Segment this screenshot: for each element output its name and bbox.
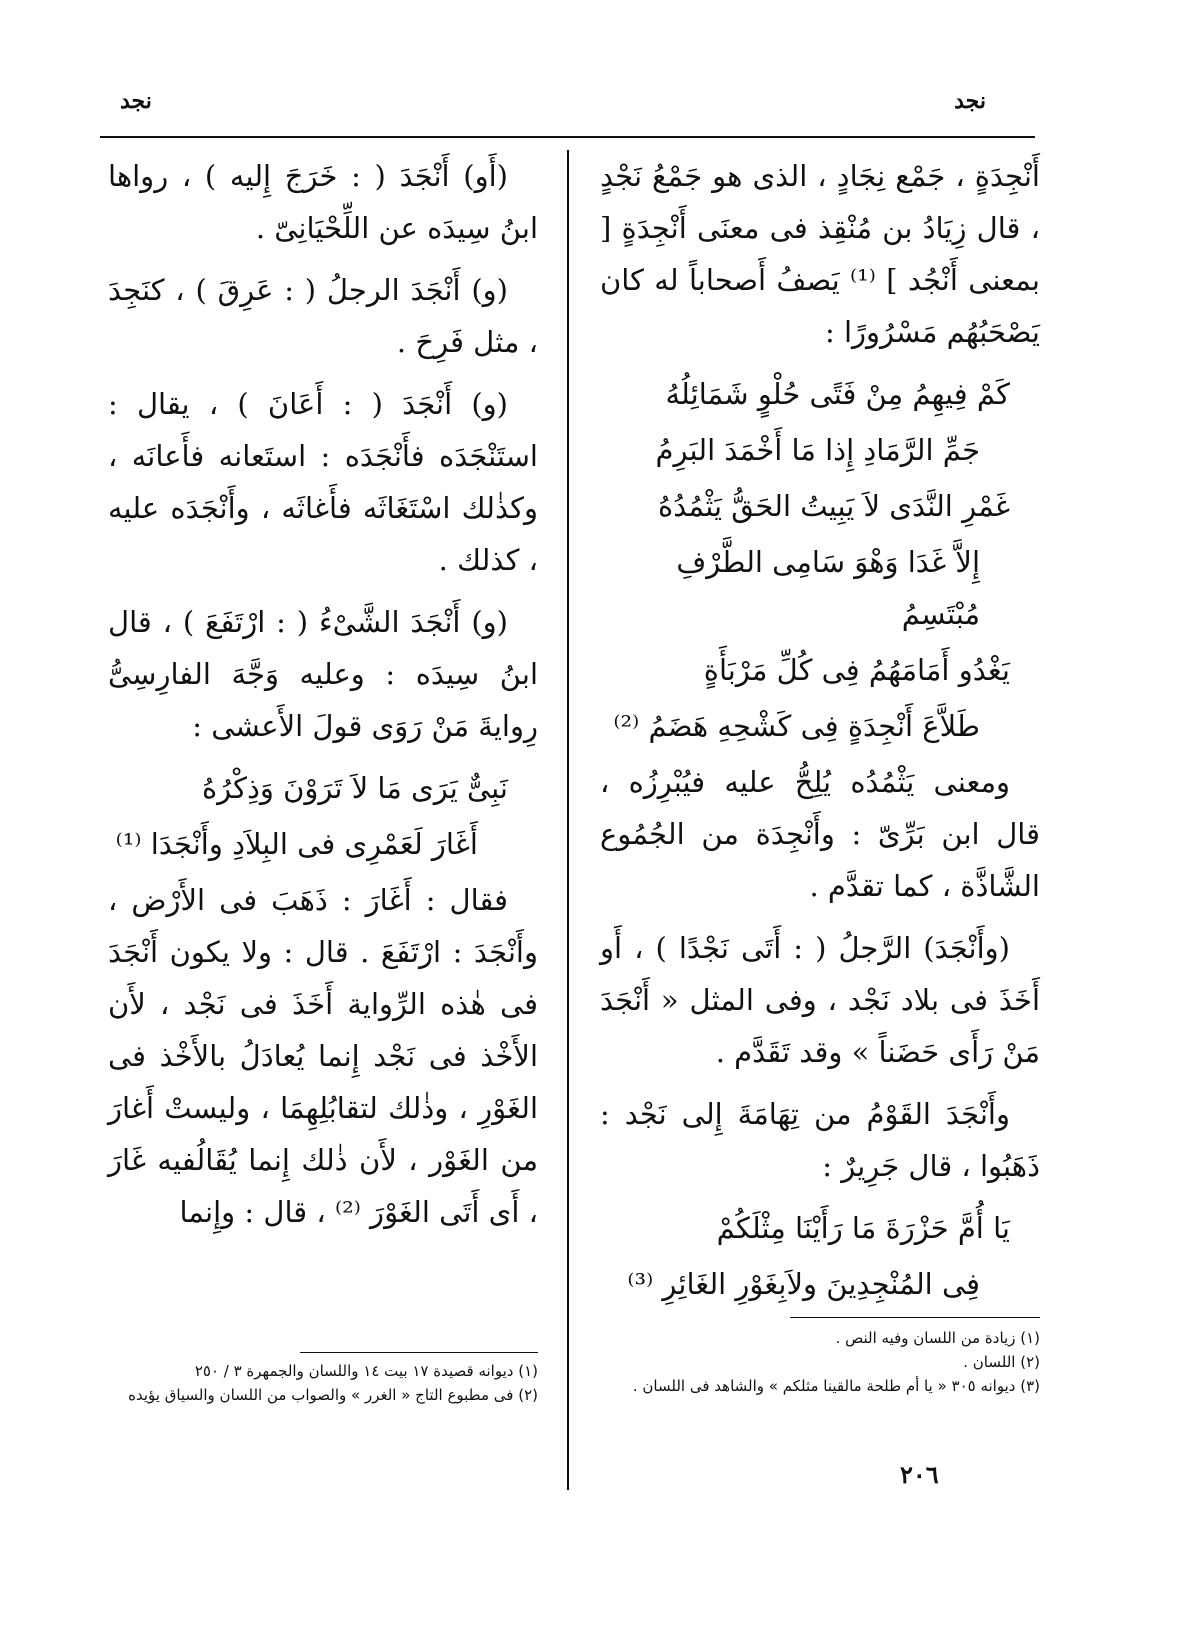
verse-line: أَغَارَ لَعَمْرِى فى البِلاَدِ وأَنْجَدَا ⁽¹⁾ [115,827,478,861]
verse-line: يَغْدُو أَمَامَهُمُ فِى كُلِّ مَرْبَأَةٍ [703,653,1010,687]
verse-line: كَمْ فِيهِمُ مِنْ فَتًى حُلْوٍ شَمَائِلُهُ [665,377,1010,411]
footnote: (٢) فى مطبوع التاج « الغرر » والصواب من اللسان والسياق يؤيده [128,1386,538,1404]
paragraph: فقال : أَغَارَ : ذَهَبَ فى الأَرْض ، وأَنْجَدَ : ارْتَفَعَ . قال : ولا يكون أَنْجَدَ فى هٰذه الرِّواية أَخَذَ فى نَجْد ، لأَن الأَخْذ فى نَجْد إِنما يُعادَلُ بالأَخْذ فى الغَوْرِ ، وذٰلك لتقابُلِهِمَا ، وليستْ أَغارَ من الغَوْر ، لأَن ذٰلك إِنما يُقَالُفيه غَارَ ، أَى أَتَى الغَوْرَ ⁽²⁾ ، قال : وإِنما [108,883,538,1229]
footnote: (٢) اللسان . [963,1353,1040,1371]
footnote: (٣) ديوانه ٣٠٥ « يا أم طلحة مالقينا مثلكم » والشاهد فى اللسان . [632,1377,1040,1395]
footnote-rule-left [300,1352,538,1353]
verse-line: طَلاَّعَ أَنْجِدَةٍ فِى كَشْحِهِ هَضَمُ ⁽²⁾ [613,709,980,743]
running-head-left: نجد [120,88,152,114]
paragraph: وأَنْجَدَ القَوْمُ من تِهَامَةَ إِلى نَجْد : ذَهَبُوا ، قال جَرِيرٌ : [600,1097,1040,1183]
right-column [600,150,1040,1314]
footnotes-right [600,1327,1040,1399]
paragraph: أَنْجِدَةٍ ، جَمْع نِجَادٍ ، الذى هو جَمْعُ نَجْدٍ ، قال زِيَادُ بن مُنْقِذ فى معنَى أَنْجِدَةٍ [ بمعنى أَنْجُد ] ⁽¹⁾ يَصفُ أَصحاباً له كان يَصْحَبُهُم مَسْرُورًا : [600,159,1040,349]
paragraph: (أَو) أَنْجَدَ ( : خَرَجَ إِليه ) ، رواها ابنُ سِيدَه عن اللِّحْيَانِىّ . [108,159,538,245]
verse-line: فِى المُنْجِدِينَ ولاَبِغَوْرِ الغَائِرِ ⁽³⁾ [627,1267,980,1301]
footnote-rule-right [790,1317,1040,1318]
header-rule [100,136,1035,138]
footnote: (١) زيادة من اللسان وفيه النص . [835,1329,1040,1347]
running-head-right: نجد [954,88,986,114]
page-number: ٢٠٦ [900,1460,939,1489]
verse-line: إِلاَّ غَدَا وَهْوَ سَامِى الطَّرْفِ مُبْتَسِمُ [676,545,980,631]
verse-line: يَا أُمَّ حَزْرَةَ مَا رَأَيْنَا مِثْلَكُمْ [716,1211,1010,1245]
footnote: (١) ديوانه قصيدة ١٧ بيت ١٤ واللسان والجمهرة ٣ / ٢٥٠ [194,1362,538,1380]
verse-line: نَبِىٌّ يَرَى مَا لاَ تَرَوْنَ وَذِكْرُهُ [201,771,508,805]
paragraph: (وأَنْجَدَ) الرَّجلُ ( : أَتَى نَجْدًا ) ، أَو أَخَذَ فى بلاد نَجْد ، وفى المثل « أَنْجَدَ مَنْ رَأَى حَضَناً » وقد تَقَدَّم . [600,931,1040,1069]
paragraph: ومعنى يَثْمُدُه يُلِحُّ عليه فيُبْرِزُه ، قال ابن بَرِّىّ : وأَنْجِدَة من الجُمُوع الشَّاذَّة ، كما تقدَّم . [600,765,1040,903]
verse-line: غَمْرِ النَّدَى لاَ يَبِيتُ الحَقُّ يَثْمُدُهُ [658,489,1010,523]
paragraph: (و) أَنْجَدَ الشَّىْءُ ( : ارْتَفَعَ ) ، قال ابنُ سِيدَه : وعليه وَجَّهَ الفارِسِىُّ رِوايةَ مَنْ رَوَى قولَ الأَعشى : [108,605,538,743]
column-divider [567,150,569,1490]
footnotes-left [108,1360,538,1408]
paragraph: (و) أَنْجَدَ ( : أَعَانَ ) ، يقال : استَنْجَدَه فأَنْجَدَه : استَعانه فأَعانَه ، وكذٰلك اسْتَغَاثَه فأَغاثَه ، وأَنْجَدَه عليه ، كذلك . [108,387,538,577]
paragraph: (و) أَنْجَدَ الرجلُ ( : عَرِقَ ) ، كنَجِدَ ، مثل فَرِحَ . [108,273,538,359]
left-column [108,150,538,1248]
verse-line: جَمِّ الرَّمَادِ إِذا مَا أَخْمَدَ البَرِمُ [655,433,980,467]
